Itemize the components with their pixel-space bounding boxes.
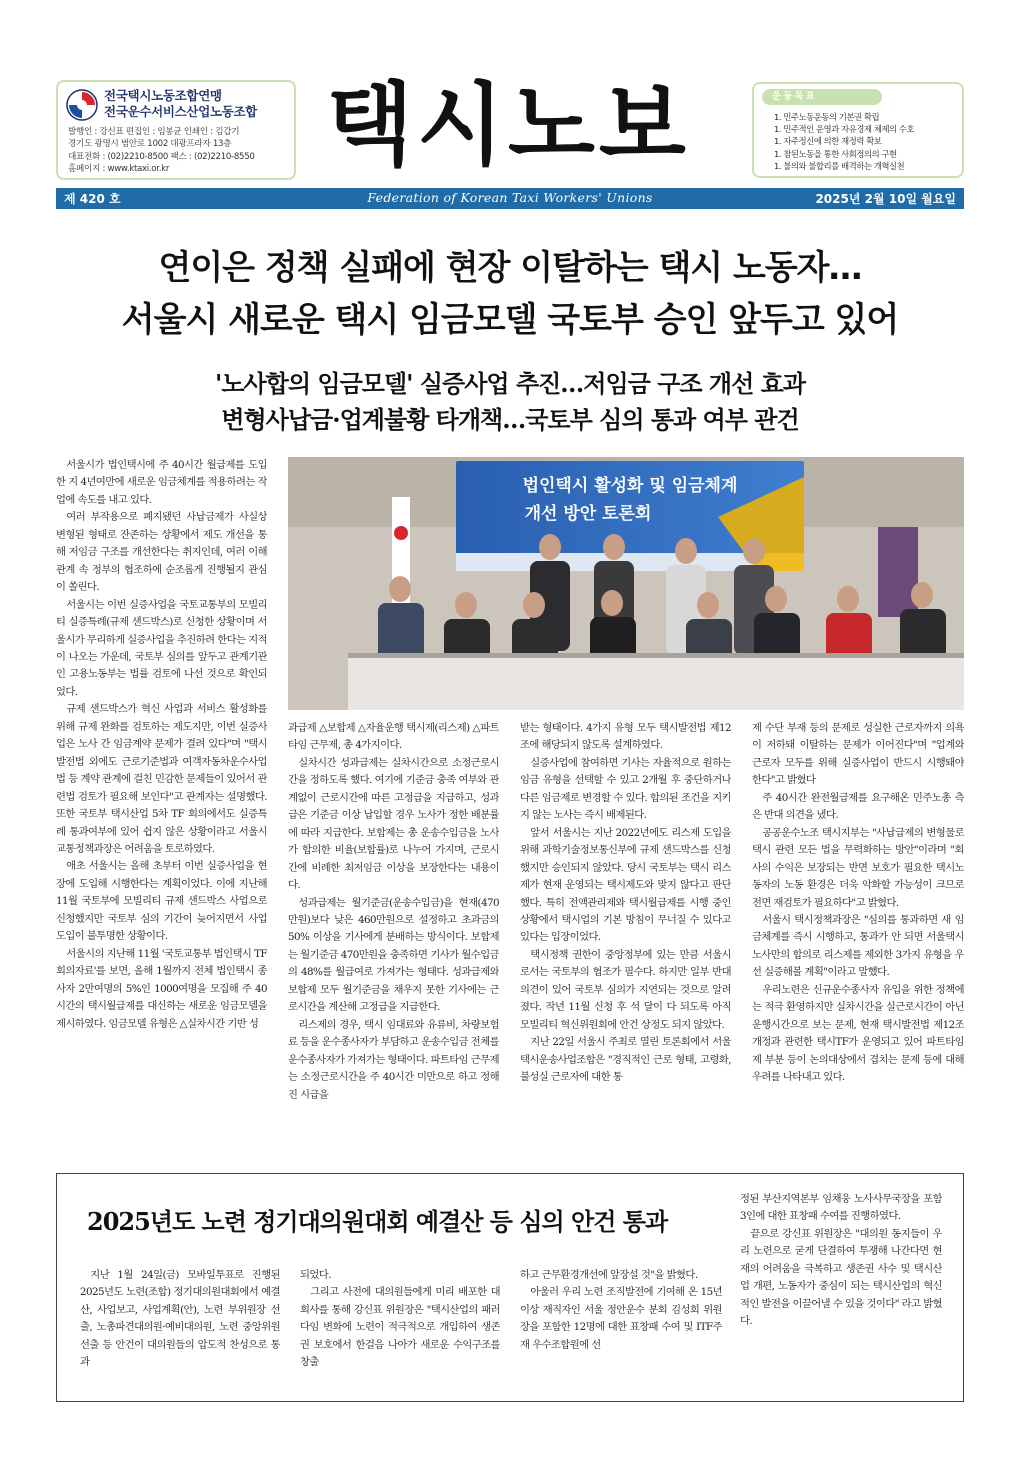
publisher-info — [68, 126, 255, 176]
second-article-title: 2025년도 노련 정기대의원대회 예결산 등 심의 안건 통과 — [87, 1207, 668, 1236]
main-subheadline — [0, 366, 1020, 438]
info-line: 발행인 : 강신표 편집인 : 임봉균 인쇄인 : 김갑기 — [68, 127, 240, 137]
second-column-4 — [740, 1191, 942, 1389]
paragraph: 하고 근무환경개선에 앞장설 것"을 밝혔다. — [520, 1269, 698, 1281]
paragraph: 실증사업에 참여하면 기사는 자율적으로 원하는 임금 유형을 선택할 수 있고 2개월 후 중단하거나 다른 임금제로 변경할 수 있다. 합의된 조건을 지키지 않는 노사는 즉시 배제된다. — [520, 756, 731, 822]
paragraph: 지난 1월 24일(금) 모바일투표로 진행된 2025년도 노련(조합) 정기대의원대회에서 예결산, 사업보고, 사업계획(안), 노련 부위원장 선출, 노총파견대의원·예비대의원, 노련 중앙위원 선출 등 안건이 대의원들의 압도적 찬성으로 통과 — [80, 1269, 280, 1369]
paragraph: 서울시의 지난해 11월 '국토교통부 법인택시 TF 회의자료'를 보면, 올해 1월까지 전체 법인택시 종사자 2만여명의 5%인 1000여명을 모집해 주 40시간의 택시월급제를 대신하는 새로운 임금모델을 제시하였다. 임금모델 유형은 △실차시간 기반 성 — [56, 947, 267, 1030]
table — [348, 653, 964, 710]
paragraph: 앞서 서울시는 지난 2022년에도 리스제 도입을 위해 과학기술정보통신부에 규제 샌드박스를 신청했지만 승인되지 않았다. 당시 국토부는 택시 리스제가 현재 운영되는 택시제도와 맞지 않다고 판단했다. 특히 전액관리제와 택시월급제를 시행 중인 상황에서 택시업의 기본 방침이 무너질 수 있다고 있다는 입장이었다. — [520, 826, 731, 944]
goal-item: 1. 불의와 불합리를 배격하는 개혁실천 — [774, 160, 905, 171]
paper-title: 택시노보 — [326, 73, 690, 178]
paragraph: 공공운수노조 택시지부는 "사납급제의 변형물로 택시 관련 모든 법을 무력화하는 방안"이라며 "회사의 수익은 보장되는 반면 보호가 필요한 택시노동자의 노동 환경은 더욱 악화할 가능성이 크므로 전면 재검토가 필요하다"고 밝혔다. — [752, 826, 964, 909]
info-line: 홈페이지 : www.ktaxi.or.kr — [68, 164, 170, 175]
article-column-1 — [56, 457, 267, 1157]
paragraph: 택시정책 권한이 중앙정부에 있는 만큼 서울시로서는 국토부의 협조가 필수다. 하지만 일부 반대 의견이 있어 국토부 심의가 지연되는 것으로 알려졌다. 작년 11월 신청 후 석 달이 다 되도록 아직 모빌리티 혁신위원회에 안건 상정도 되지 않았다. — [520, 948, 731, 1031]
second-column-3 — [520, 1267, 722, 1389]
headline-line-1: 연이은 정책 실패에 현장 이탈하는 택시 노동자… — [158, 248, 862, 288]
banner-text-1: 법인택시 활성화 및 임금체계 — [522, 476, 738, 496]
paragraph: 실차시간 성과급제는 실차시간으로 소정근로시간을 정하도록 했다. 여기에 기준금 충족 여부와 관계없이 근로시간에 따른 고정급을 지급하고, 성과급은 기준금 이상 납입할 경우 노사가 정한 배분률에 따라 지급한다. 보합제는 총 운송수입금을 노사가 합의한 비율(보합률)로 나누어 가지며, 근로시간에 비례한 최저임금 이상을 보장한다는 내용이다. — [288, 756, 499, 892]
paragraph: 우리노련은 신규운수종사자 유입을 위한 정책에는 적극 환영하지만 실차시간을 실근로시간이 아닌 운행시간으로 보는 문제, 현재 택시발전법 제12조 개정과 관련한 택시TF가 운영되고 있어 파트타임제 부분 등이 논의대상에서 겹치는 문제 등에 대해 우려를 나타내고 있다. — [752, 983, 964, 1084]
info-line: 대표전화 : (02)2210-8500 팩스 : (02)2210-8550 — [68, 151, 255, 162]
banner-text-2: 개선 방안 토론회 — [524, 504, 652, 524]
issue-bar — [56, 188, 964, 209]
paragraph: 그리고 사전에 대의원들에게 미리 배포한 대회사를 통해 강신표 위원장은 "택시산업의 패러다임 변화에 노련이 적극적으로 개입하여 생존권 보호에서 한걸음 나아가 새로운 수익구조를 창출 — [300, 1286, 500, 1369]
issue-date: 2025년 2월 10일 월요일 — [815, 192, 956, 206]
subhead-line-2: 변형사납금·업계불황 타개책…국토부 심의 통과 여부 관건 — [221, 405, 799, 434]
paragraph: 받는 형태이다. 4가지 유형 모두 택시발전법 제12조에 해당되지 않도록 설계하였다. — [520, 722, 731, 752]
paragraph: 성과급제는 월기준금(운송수입금)을 현재(470만원)보다 낮은 460만원으로 설정하고 초과금의 50% 이상을 기사에게 분배하는 방식이다. 보합제는 월기준금 470만원을 충족하면 기사가 월수입금의 48%를 월급여로 가져가는 형태다. 성과급제와 보합제 모두 월기준금을 채우지 못한 기사에는 근로시간을 계산해 고정급을 지급한다. — [288, 896, 499, 1014]
paragraph: 되었다. — [300, 1269, 331, 1281]
headline-line-2: 서울시 새로운 택시 임금모델 국토부 승인 앞두고 있어 — [121, 300, 899, 340]
goal-item: 1. 민주노동운동의 기본권 확립 — [774, 112, 880, 122]
masthead — [56, 73, 964, 182]
paragraph: 리스제의 경우, 택시 임대료와 유류비, 차량보험료 등을 운수종사자가 부담하고 운송수입금 전체를 운수종사자가 가져가는 형태이다. 파트타임 근무제는 소정근로시간을 주 40시간 미만으로 하고 정해진 시급을 — [288, 1018, 499, 1101]
goals-title: 운동목표 — [762, 89, 882, 105]
paragraph: 정된 부산지역본부 임채웅 노사사무국장을 포함 3인에 대한 표창패 수여를 진행하였다. — [740, 1193, 942, 1223]
goal-item: 1. 민주적인 운영과 자유경제 체제의 수호 — [774, 124, 915, 135]
union-names — [104, 88, 257, 120]
goal-item: 1. 자주정신에 의한 재정력 확보 — [774, 136, 882, 147]
paragraph: 여러 부작용으로 폐지됐던 사납금제가 사실상 변형된 형태로 잔존하는 상황에서 제도 개선을 통해 저임금 구조를 개선한다는 취지인데, 여러 이해관계 속 정부의 협조하에 순조롭게 진행될지 관심이 쏠린다. — [56, 511, 267, 594]
subhead-line-1: '노사합의 임금모델' 실증사업 추진…저임금 구조 개선 효과 — [214, 369, 806, 398]
goals-list — [774, 111, 914, 172]
federation-name: Federation of Korean Taxi Workers' Unions — [367, 190, 653, 205]
forum-photo-illustration — [288, 457, 964, 710]
paragraph: 주 40시간 완전월급제를 요구해온 민주노총 측은 반대 의견을 냈다. — [752, 791, 964, 822]
paragraph: 과급제 △보합제 △자율운행 택시제(리스제) △파트타임 근무제, 총 4가지이다. — [288, 722, 499, 752]
article-column-4 — [752, 720, 964, 1157]
union-info-box — [56, 80, 296, 180]
union-name-2: 전국운수서비스산업노동조합 — [104, 104, 258, 119]
second-column-1 — [80, 1267, 280, 1389]
paragraph: 애초 서울시는 올해 초부터 이번 실증사업을 현장에 도입해 시행한다는 계획이었다. 이에 지난해 11월 국토부에 모빌리티 규제 샌드박스 사업으로 신청했지만 국토부 심의 기간이 늦어지면서 사업 도입이 불투명한 상황이다. — [56, 860, 267, 943]
main-headline — [0, 242, 1020, 346]
info-line: 경기도 광명시 범안로 1002 대광프라자 13층 — [68, 139, 232, 150]
union-logo-icon — [66, 89, 98, 121]
issue-number: 제 420 호 — [64, 192, 121, 206]
paragraph: 제 수단 부재 등의 문제로 성실한 근로자까지 의욕이 저하돼 이탈하는 문제가 이어진다"며 "업계와 근로자 모두를 위해 실증사업이 반드시 시행돼야 한다"고 밝혔다 — [752, 722, 964, 787]
paragraph: 끝으로 강신표 위원장은 "대의원 동지들이 우리 노련으로 굳게 단결하여 투쟁해 나간다면 현재의 어려움을 극복하고 생존권 사수 및 택시산업 개편, 노동자가 중심이 되는 택시산업의 혁신적인 발전을 이끌어낼 수 있을 것이다" 라고 밝혔다. — [740, 1227, 942, 1328]
article-column-3 — [520, 720, 731, 1157]
paragraph: 지난 22일 서울시 주최로 열린 토론회에서 서울택시운송사업조합은 "경직적인 근로 형태, 고령화, 불성실 근로자에 대한 통 — [520, 1036, 731, 1084]
article-photo — [288, 457, 964, 710]
paragraph: 서울시 택시정책과장은 "심의를 통과하면 새 임금체계를 즉시 시행하고, 통과가 안 되면 서울택시 노사만의 합의로 리스제를 제외한 3가지 유형을 우선 실증해볼 계획"이라고 말했다. — [752, 913, 964, 979]
paragraph: 규제 샌드박스가 혁신 사업과 서비스 활성화를 위해 규제 완화를 검토하는 제도지만, 이번 실증사업은 노사 간 임금계약 문제가 결려 있다"며 "택시발전법 외에도 근로기준법과 여객자동차운수사업법 등 계약 관계에 걸친 민감한 문제들이 있어서 관련법 검토가 필요해 보인다"고 관계자는 설명했다. 또한 국토부 택시산업 5차 TF 회의에서도 실증특례 통과여부에 있어 쉽지 않은 상황이라고 서울시 교통정책과장은 어려움을 토로하였다. — [56, 703, 267, 855]
paragraph: 서울시는 이번 실증사업을 국토교통부의 모빌리티 실증특례(규제 샌드박스)로 신청한 상황이며 서울시가 무리하게 실증사업을 추진하려 한다는 지적이 나오는 가운데, 국토부 심의를 앞두고 관계기관인 고용노동부는 법률 검토에 나선 것으로 확인되었다. — [56, 598, 267, 698]
goals-box — [752, 82, 964, 178]
paragraph: 서울시가 법인택시에 주 40시간 월급제를 도입한 지 4년여만에 새로운 임금체계를 적용하려는 작업에 속도를 내고 있다. — [56, 459, 267, 506]
goal-item: 1. 참된노동을 통한 사회정의의 구현 — [774, 148, 897, 159]
second-column-2 — [300, 1267, 500, 1389]
union-name-1: 전국택시노동조합연맹 — [104, 88, 222, 103]
article-column-2 — [288, 720, 499, 1157]
paragraph: 아울러 우리 노련 조직발전에 기여해 온 15년 이상 재직자인 서울 정안운수 분회 김성희 위원장을 포함한 12명에 대한 표창패 수여 및 ITF주재 우수조합원에 선 — [520, 1286, 722, 1351]
